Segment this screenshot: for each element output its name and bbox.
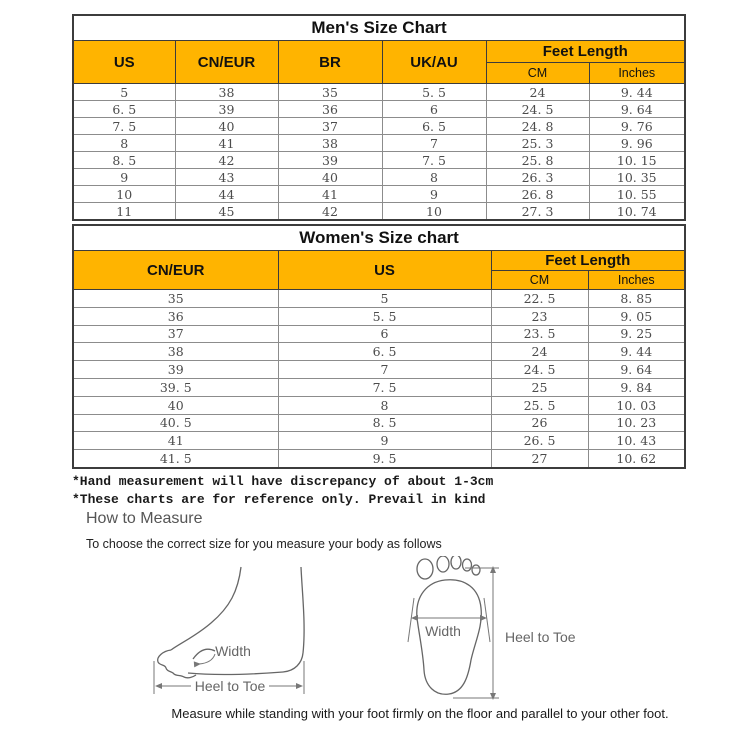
table-row [73, 152, 685, 169]
how-to-measure-subheading: To choose the correct size for you measure your body as follows [86, 537, 442, 551]
table-cell: 9. 25 [588, 325, 685, 343]
table-cell: 26. 3 [486, 169, 589, 186]
header-us: US [278, 251, 491, 290]
table-cell: 27 [491, 450, 588, 468]
table-cell: 6 [382, 101, 486, 118]
table-cell: 41 [278, 186, 382, 203]
table-row [73, 361, 685, 379]
table-cell: 26 [491, 414, 588, 432]
header-cm: CM [486, 63, 589, 84]
foot-side-view-icon [145, 563, 315, 700]
table-row [73, 203, 685, 221]
table-cell: 6 [278, 325, 491, 343]
table-cell: 5 [73, 84, 175, 101]
table-cell: 8 [278, 396, 491, 414]
table-row [73, 290, 685, 308]
width-pointer-arrow [199, 654, 215, 664]
table-cell: 25 [491, 378, 588, 396]
table-cell: 35 [73, 290, 278, 308]
table-cell: 38 [278, 135, 382, 152]
mens-title-row [73, 15, 685, 41]
table-cell: 10. 74 [589, 203, 685, 221]
header-cn-eur: CN/EUR [73, 251, 278, 290]
foot-outline [158, 567, 304, 678]
table-row [73, 307, 685, 325]
table-cell: 7. 5 [278, 378, 491, 396]
table-cell: 40. 5 [73, 414, 278, 432]
table-row [73, 84, 685, 101]
header-cn-eur: CN/EUR [175, 41, 278, 84]
table-row [73, 325, 685, 343]
table-cell: 10. 15 [589, 152, 685, 169]
table-cell: 7 [382, 135, 486, 152]
table-cell: 10 [382, 203, 486, 221]
table-row [73, 169, 685, 186]
table-cell: 9. 64 [589, 101, 685, 118]
header-inches: Inches [588, 271, 685, 290]
sole-width-label: Width [425, 623, 461, 639]
table-cell: 42 [175, 152, 278, 169]
table-cell: 9. 84 [588, 378, 685, 396]
table-cell: 10. 35 [589, 169, 685, 186]
table-cell: 25. 8 [486, 152, 589, 169]
table-cell: 10. 23 [588, 414, 685, 432]
table-row [73, 135, 685, 152]
table-cell: 9 [278, 432, 491, 450]
table-cell: 8. 5 [73, 152, 175, 169]
table-cell: 9. 96 [589, 135, 685, 152]
table-row [73, 378, 685, 396]
table-cell: 40 [278, 169, 382, 186]
table-cell: 10. 03 [588, 396, 685, 414]
table-cell: 10. 55 [589, 186, 685, 203]
mens-header-row [73, 41, 685, 63]
table-cell: 26. 5 [491, 432, 588, 450]
header-us: US [73, 41, 175, 84]
table-cell: 37 [73, 325, 278, 343]
womens-chart-title: Women's Size chart [73, 225, 685, 251]
table-cell: 39 [175, 101, 278, 118]
header-br: BR [278, 41, 382, 84]
table-cell: 40 [175, 118, 278, 135]
table-cell: 38 [175, 84, 278, 101]
table-cell: 7. 5 [73, 118, 175, 135]
table-cell: 25. 5 [491, 396, 588, 414]
table-cell: 40 [73, 396, 278, 414]
table-cell: 9 [382, 186, 486, 203]
table-row [73, 414, 685, 432]
table-cell: 11 [73, 203, 175, 221]
table-row [73, 396, 685, 414]
header-cm: CM [491, 271, 588, 290]
measure-caption: Measure while standing with your foot firmly on the floor and parallel to your other foot. [171, 706, 669, 721]
table-cell: 7 [278, 361, 491, 379]
table-cell: 5. 5 [278, 307, 491, 325]
table-cell: 39 [73, 361, 278, 379]
table-cell: 8. 85 [588, 290, 685, 308]
table-cell: 9. 76 [589, 118, 685, 135]
table-cell: 41 [175, 135, 278, 152]
mens-size-chart-table [72, 14, 686, 221]
note-line-1: *Hand measurement will have discrepancy of about 1-3cm [72, 474, 494, 489]
how-to-measure-heading: How to Measure [86, 510, 203, 527]
header-uk-au: UK/AU [382, 41, 486, 84]
foot-sole-view-icon [395, 556, 645, 706]
table-cell: 24 [486, 84, 589, 101]
table-cell: 24. 8 [486, 118, 589, 135]
mens-table-head [73, 15, 685, 84]
table-cell: 5 [278, 290, 491, 308]
table-cell: 38 [73, 343, 278, 361]
table-cell: 9. 64 [588, 361, 685, 379]
table-cell: 24. 5 [486, 101, 589, 118]
womens-header-row [73, 251, 685, 271]
table-cell: 25. 3 [486, 135, 589, 152]
table-cell: 36 [278, 101, 382, 118]
table-cell: 8. 5 [278, 414, 491, 432]
table-cell: 36 [73, 307, 278, 325]
header-feet-length: Feet Length [491, 251, 685, 271]
table-cell: 5. 5 [382, 84, 486, 101]
table-cell: 24. 5 [491, 361, 588, 379]
womens-title-row [73, 225, 685, 251]
disclaimer-notes [72, 473, 493, 509]
table-cell: 41. 5 [73, 450, 278, 468]
note-line-2: *These charts are for reference only. Prevail in kind [72, 492, 486, 507]
womens-table-head [73, 225, 685, 290]
sole-heel-to-toe-label: Heel to Toe [505, 629, 576, 645]
table-cell: 6. 5 [278, 343, 491, 361]
table-cell: 8 [73, 135, 175, 152]
table-row [73, 343, 685, 361]
table-cell: 10 [73, 186, 175, 203]
header-feet-length: Feet Length [486, 41, 685, 63]
table-row [73, 186, 685, 203]
table-cell: 23 [491, 307, 588, 325]
table-cell: 9. 5 [278, 450, 491, 468]
table-row [73, 118, 685, 135]
table-row [73, 432, 685, 450]
table-cell: 6. 5 [73, 101, 175, 118]
table-cell: 9. 05 [588, 307, 685, 325]
table-cell: 39. 5 [73, 378, 278, 396]
table-cell: 41 [73, 432, 278, 450]
table-cell: 9. 44 [588, 343, 685, 361]
womens-table-body [73, 290, 685, 468]
table-cell: 45 [175, 203, 278, 221]
table-cell: 9 [73, 169, 175, 186]
table-cell: 44 [175, 186, 278, 203]
mens-chart-title: Men's Size Chart [73, 15, 685, 41]
header-inches: Inches [589, 63, 685, 84]
table-cell: 22. 5 [491, 290, 588, 308]
table-cell: 42 [278, 203, 382, 221]
table-cell: 8 [382, 169, 486, 186]
table-cell: 6. 5 [382, 118, 486, 135]
table-cell: 39 [278, 152, 382, 169]
side-width-label: Width [215, 643, 251, 659]
table-cell: 23. 5 [491, 325, 588, 343]
table-cell: 9. 44 [589, 84, 685, 101]
table-cell: 27. 3 [486, 203, 589, 221]
table-cell: 7. 5 [382, 152, 486, 169]
mens-table-body [73, 84, 685, 221]
table-cell: 35 [278, 84, 382, 101]
table-cell: 10. 62 [588, 450, 685, 468]
womens-size-chart-table [72, 224, 686, 469]
table-cell: 10. 43 [588, 432, 685, 450]
table-cell: 26. 8 [486, 186, 589, 203]
table-cell: 43 [175, 169, 278, 186]
table-cell: 24 [491, 343, 588, 361]
side-heel-to-toe-label: Heel to Toe [194, 678, 266, 694]
table-cell: 37 [278, 118, 382, 135]
table-row [73, 101, 685, 118]
big-toe [417, 559, 433, 579]
table-row [73, 450, 685, 468]
